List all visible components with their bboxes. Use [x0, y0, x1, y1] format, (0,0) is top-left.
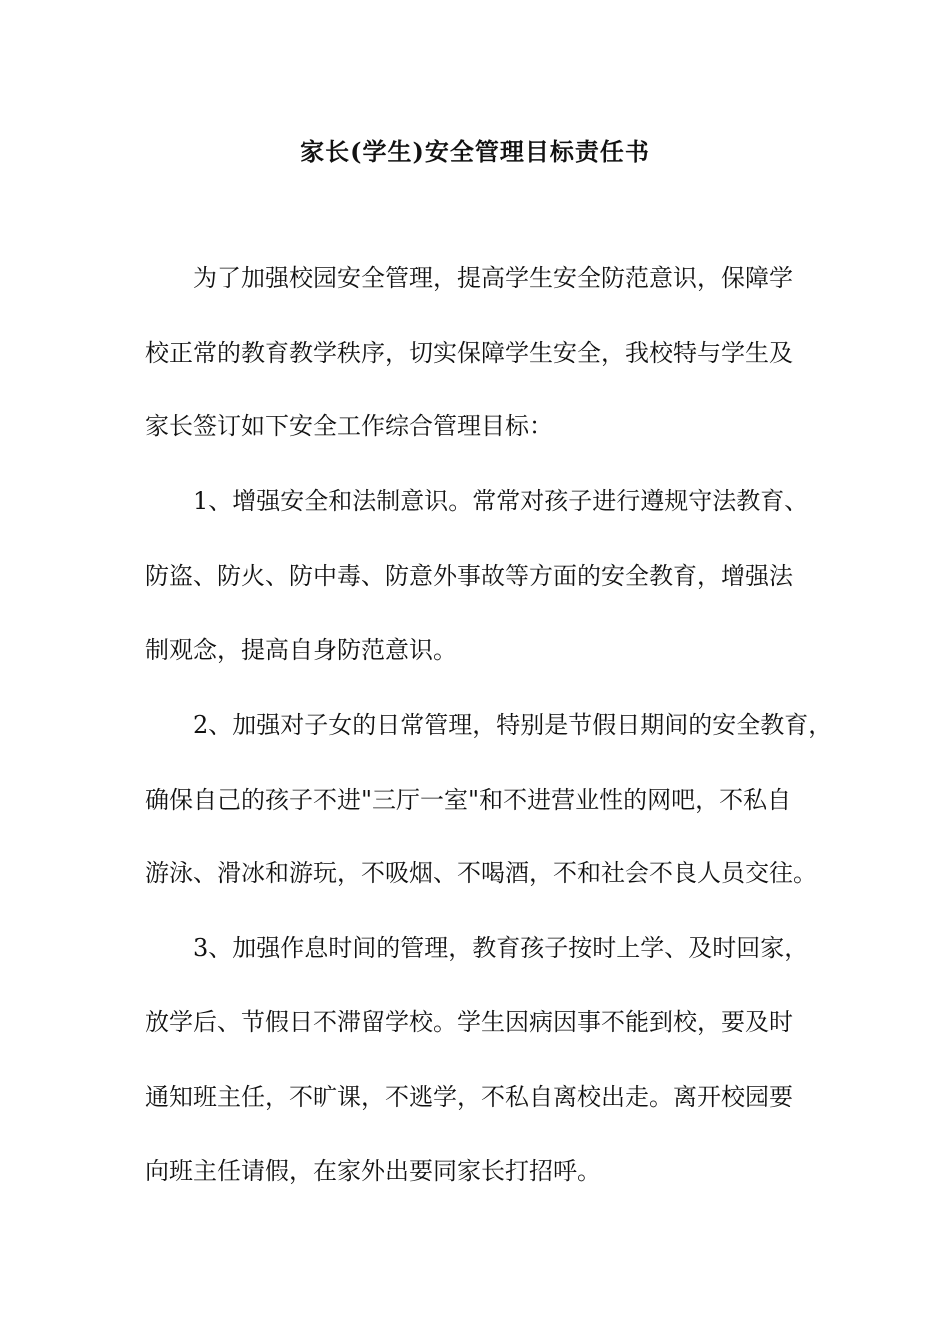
paragraph-item-2-line-2: 确保自己的孩子不进"三厅一室"和不进营业性的网吧，不私自 [145, 786, 792, 814]
paragraph-intro-line-2: 校正常的教育教学秩序，切实保障学生安全，我校特与学生及 [145, 339, 793, 367]
paragraph-item-1-line-2: 防盗、防火、防中毒、防意外事故等方面的安全教育，增强法 [145, 562, 793, 590]
paragraph-item-1-line-1: 1、增强安全和法制意识。常常对孩子进行遵规守法教育、 [145, 487, 809, 515]
paragraph-item-3-line-4: 向班主任请假，在家外出要同家长打招呼。 [145, 1157, 601, 1185]
paragraph-intro-line-3: 家长签订如下安全工作综合管理目标： [145, 412, 553, 440]
paragraph-intro-line-1: 为了加强校园安全管理，提高学生安全防范意识，保障学 [145, 264, 793, 292]
document-title: 家长(学生)安全管理目标责任书 [300, 137, 650, 166]
paragraph-item-2-line-1: 2、加强对子女的日常管理，特别是节假日期间的安全教育， [145, 711, 833, 739]
paragraph-item-3-line-1: 3、加强作息时间的管理，教育孩子按时上学、及时回家， [145, 934, 809, 962]
paragraph-item-3-line-3: 通知班主任，不旷课，不逃学，不私自离校出走。离开校园要 [145, 1083, 793, 1111]
paragraph-item-1-line-3: 制观念，提高自身防范意识。 [145, 636, 457, 664]
paragraph-item-3-line-2: 放学后、节假日不滞留学校。学生因病因事不能到校，要及时 [145, 1008, 793, 1036]
paragraph-item-2-line-3: 游泳、滑冰和游玩，不吸烟、不喝酒，不和社会不良人员交往。 [145, 859, 817, 887]
